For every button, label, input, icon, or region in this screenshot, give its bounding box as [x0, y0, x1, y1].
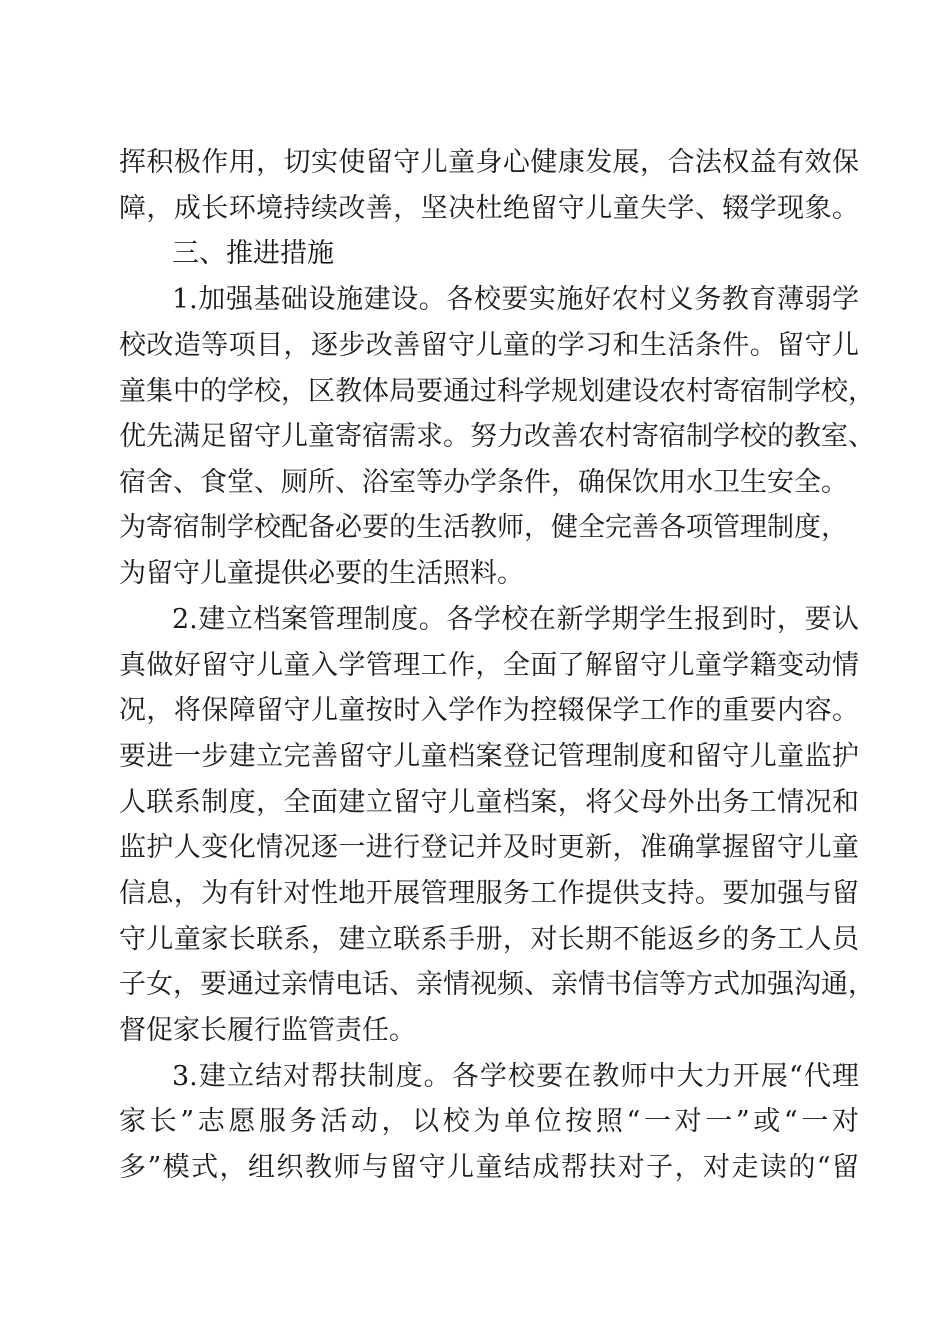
para2-line: 督促家长履行监管责任。 [119, 1015, 416, 1046]
para2-line: 况，将保障留守儿童按时入学作为控辍保学工作的重要内容。 [119, 695, 859, 726]
para1-line: 为留守儿童提供必要的生活照料。 [119, 558, 524, 589]
para2-line: 信息，为有针对性地开展管理服务工作提供支持。要加强与留 [119, 878, 859, 909]
para2-line: 子女，要通过亲情电话、亲情视频、亲情书信等方式加强沟通， [119, 969, 875, 1000]
para2-line: 守儿童家长联系，建立联系手册，对长期不能返乡的务工人员 [119, 924, 859, 955]
para1-line: 优先满足留守儿童寄宿需求。努力改善农村寄宿制学校的教室、 [119, 421, 875, 452]
para1-line: 为寄宿制学校配备必要的生活教师，健全完善各项管理制度， [119, 512, 848, 543]
para2-line: 监护人变化情况逐一进行登记并及时更新，准确掌握留守儿童 [119, 832, 859, 863]
para1-line: 童集中的学校，区教体局要通过科学规划建设农村寄宿制学校， [119, 376, 875, 407]
para3-line: 3.建立结对帮扶制度。各学校要在教师中大力开展“代理 [172, 1061, 859, 1092]
para3-line: 多”模式，组织教师与留守儿童结成帮扶对子，对走读的“留 [119, 1152, 859, 1183]
para1-line: 宿舍、食堂、厕所、浴室等办学条件，确保饮用水卫生安全。 [119, 467, 848, 498]
intro-line: 挥积极作用，切实使留守儿童身心健康发展，合法权益有效保 [119, 147, 859, 178]
para1-line: 1.加强基础设施建设。各校要实施好农村义务教育薄弱学 [172, 284, 859, 315]
para2-line: 要进一步建立完善留守儿童档案登记管理制度和留守儿童监护 [119, 741, 859, 772]
para2-line: 人联系制度，全面建立留守儿童档案，将父母外出务工情况和 [119, 787, 859, 818]
para1-line: 校改造等项目，逐步改善留守儿童的学习和生活条件。留守儿 [119, 330, 859, 361]
section-heading: 三、推进措施 [172, 238, 334, 269]
intro-line: 障，成长环境持续改善，坚决杜绝留守儿童失学、辍学现象。 [119, 193, 859, 224]
para3-line: 家长”志愿服务活动，以校为单位按照“一对一”或“一对 [119, 1106, 859, 1137]
para2-line: 真做好留守儿童入学管理工作，全面了解留守儿童学籍变动情 [119, 650, 859, 681]
para2-line: 2.建立档案管理制度。各学校在新学期学生报到时，要认 [172, 604, 859, 635]
